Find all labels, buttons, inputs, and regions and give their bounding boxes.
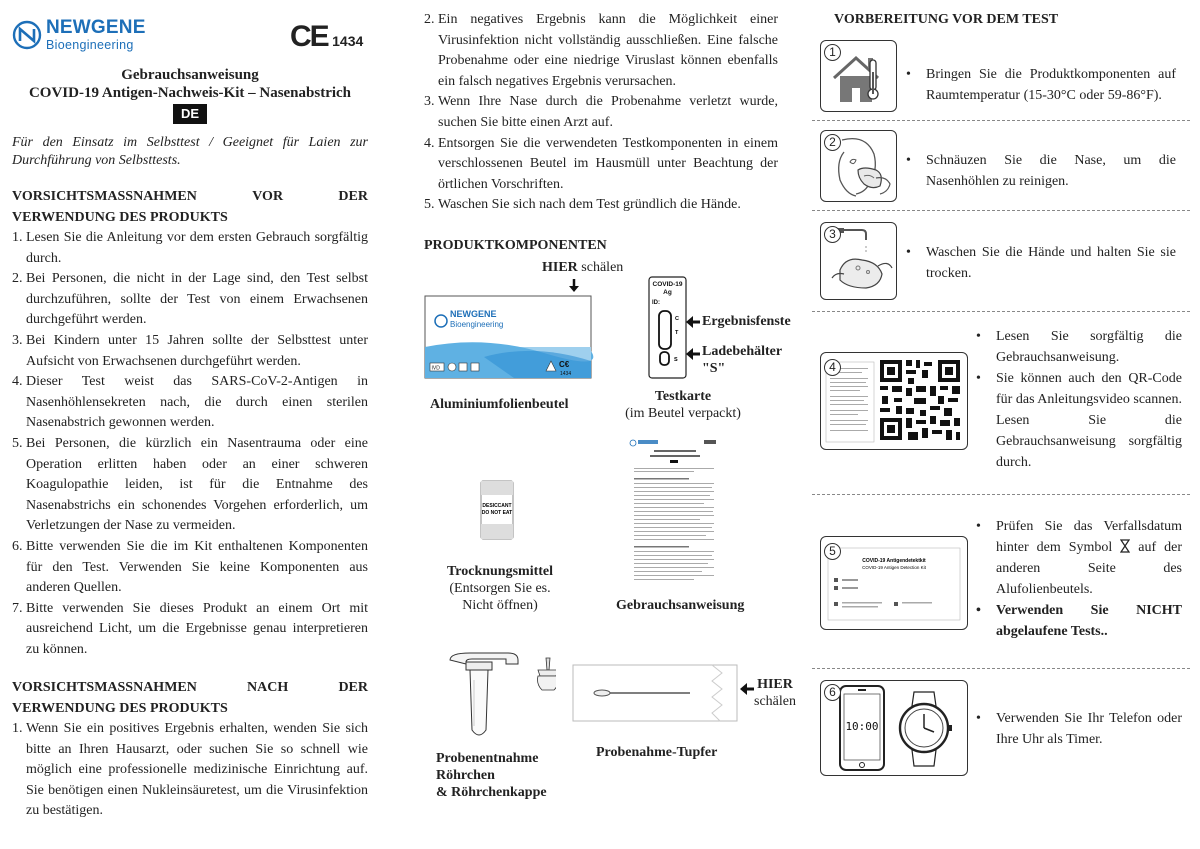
sample-tube-illustration [446,650,556,742]
result-window-label: Ergebnisfenste [702,314,791,329]
swab-illustration [572,664,740,722]
list-item: 1. Lesen Sie die Anleitung vor dem ersten Gebrauch sorgfältig durch. [12,230,368,266]
step-6-image [820,680,968,776]
brand-subtitle: Bioengineering [46,38,134,52]
pouch-ce-number: 1434 [560,371,572,377]
step-2-text: • Schnäuzen Sie die Nase, um die Nasenhöhlen zu reinigen. [906,153,1176,189]
brand-logo [12,12,152,56]
step-4-text: • Lesen Sie sorgfältig die Gebrauchsanweisung. • Sie können auch den QR-Code für das Anleitungsvideo scannen. Lesen Sie die Gebrauchsanweisung sorgfältig durch. [976,329,1182,470]
list-item: 2. Ein negatives Ergebnis kann die Möglichkeit einer Virusinfektion nicht vollständig ausschließen. Eine falsche Probenahme oder eine niedrige Viruslast können ebenfalls ein falsch negatives Ergebnis verursachen. [424,12,778,89]
precautions-before-section [12,186,368,660]
divider [812,668,1190,669]
list-item: 6. Bitte verwenden Sie die im Kit enthaltenen Komponenten für den Test. Verwenden Sie keine Komponenten aus anderen Quellen. [12,538,368,596]
desiccant-text-2: DO NOT EAT [481,510,513,516]
pouch-label: Aluminiumfolienbeutel [430,397,569,412]
card-title-2: Ag [663,289,672,296]
list-item: 4. Entsorgen Sie die verwendeten Testkomponenten in einem verschlossenen Beutel im Hausmüll unter Beachtung der örtlichen Vorschriften. [424,135,778,192]
card-s: S [674,357,678,363]
ifu-label: Gebrauchsanweisung [616,598,745,613]
list-item: 2. Bei Personen, die nicht in der Lage sind, den Test selbst durchzuführen, sollte der Test von einem Erwachsenen durchgeführt werden. [12,271,368,328]
preparation-heading: VORBEREITUNG VOR DEM TEST [834,12,1059,27]
peel-here-swab-label: HIER schälen [754,677,796,709]
step-4-image [820,352,968,450]
heading-line-2: VERWENDUNG DES PRODUKTS [12,701,228,716]
desiccant-illustration [480,480,514,540]
step-5-image [820,536,968,630]
title-line-2: COVID-19 Antigen-Nachweis-Kit – Nasenabstrich [28,85,352,101]
language-badge: DE [173,104,207,124]
test-card-label: Testkarte (im Beutel verpackt) [625,389,741,421]
divider [812,494,1190,495]
heading-line-2: VERWENDUNG DES PRODUKTS [12,210,228,225]
title-line-1: Gebrauchsanweisung [121,67,259,83]
precautions-after-section [12,677,368,822]
step-number: 3 [824,226,841,243]
hourglass-icon [1120,539,1130,553]
step-1-image [820,40,897,112]
brand-name: NEWGENE [46,17,146,38]
heading-word: VORSICHTSMASSNAHMEN [12,189,197,204]
precautions-after-list [12,719,368,822]
step-2-image [820,130,897,202]
step-number: 5 [824,543,841,560]
precautions-after-list-continued [424,10,778,216]
ce-mark: CE [290,20,328,53]
card-c: C [675,316,679,322]
svg-text:C€: C€ [559,360,570,369]
newgene-logo-icon [12,20,42,50]
phone-and-watch-icon [822,682,966,774]
heading-word: VOR [252,189,284,204]
step-number: 4 [824,359,841,376]
list-item: 1. Wenn Sie ein positives Ergebnis erhalten, wenden Sie sich bitte an Ihren Hausarzt, oder suchen Sie so schnell wie möglich eine professionelle medizinische Einrichtung auf. Sie benötigen einen Nukleinsäuretest, um die Virusinfektion zu bestätigen. [12,721,368,819]
arrow-down-icon [568,279,580,293]
pouch-ivd: IVD [431,365,440,372]
desiccant-label: Trocknungsmittel (Entsorgen Sie es. Nicht öffnen) [446,564,554,613]
divider [812,210,1190,211]
foil-pouch-illustration [424,295,594,381]
precautions-before-list [12,228,368,660]
column-middle [424,0,796,849]
qr-code-icon [822,354,966,448]
column-right [812,0,1190,849]
pouch-brand-sub: Bioengineering [450,320,504,329]
precautions-after-heading [12,677,368,719]
step-3-text: • Waschen Sie die Hände und halten Sie sie trocken. [906,245,1176,281]
step-5-text: • Prüfen Sie das Verfallsdatum hinter dem Symbol auf der anderen Seite des Alufolienbeutels. • Verwenden Sie NICHT abgelaufene Tests.. [976,519,1182,639]
step-6-text: • Verwenden Sie Ihr Telefon oder Ihre Uhr als Timer. [976,711,1182,747]
list-item: 5. Waschen Sie sich nach dem Test gründlich die Hände. [424,197,741,213]
step-number: 6 [824,684,841,701]
phone-time: 10:00 [845,720,879,733]
card-title-1: COVID-19 [652,281,683,288]
document-title [12,66,368,124]
desiccant-text-1: DESICCANT [482,503,512,509]
divider [812,120,1190,121]
list-item: 7. Bitte verwenden Sie dieses Produkt an einem Ort mit ausreichend Licht, um die Ergebnisse genau interpretieren zu können. [12,600,368,657]
peel-here-label: HIER schälen [542,260,624,275]
ifu-thumbnail-illustration [624,436,724,586]
pouch-back-icon [822,538,966,628]
column-left [12,0,368,849]
pouch-brand: NEWGENE [450,309,497,319]
arrow-left-icon [740,683,754,695]
ce-certification [290,20,363,54]
list-item: 5. Bei Personen, die kürzlich ein Nasentrauma oder eine Operation erlitten haben oder an einer schweren Koagulopathie leiden, ist für die Entnahme des Nasenabstrichs ein schonendes Vorgehen erforderlich, um Verletzungen der Nase zu vermeiden. [12,435,368,534]
heading-word: DER [338,189,368,204]
step-1-text: • Bringen Sie die Produktkomponenten auf Raumtemperatur (15-30°C oder 59-86°F). [906,67,1176,103]
heading-word: DER [338,680,368,695]
arrow-left-icon [686,348,700,360]
step-number: 2 [824,134,841,151]
card-id: ID: [652,300,660,306]
test-card-illustration [648,276,688,380]
tube-label: Probenentnahme Röhrchen & Röhrchenkappe [436,751,547,800]
heading-word: VORSICHTSMASSNAHMEN [12,680,197,695]
step-number: 1 [824,44,841,61]
precautions-before-heading [12,186,368,228]
components-heading: PRODUKTKOMPONENTEN [424,238,607,253]
intro-text: Für den Einsatz im Selbsttest / Geeignet für Laien zur Durchführung von Selbsttests. [12,135,368,168]
list-item: 3. Wenn Ihre Nase durch die Probenahme verletzt wurde, suchen Sie bitte einen Arzt auf. [424,94,778,130]
card-t: T [675,330,679,336]
sample-well-label: Ladebehälter "S" [702,344,783,376]
box5-title-1: COVID-19 Antigendetektkit [862,558,926,564]
ce-number: 1434 [332,33,364,49]
list-item: 4. Dieser Test weist das SARS-CoV-2-Antigen in Nasenhöhlensekreten nach, die durch einen sterilen Nasenabstrich gewonnen werden. [12,374,368,431]
list-item: 3. Bei Kindern unter 15 Jahren sollte der Selbsttest unter Aufsicht von Erwachsenen durchgeführt werden. [12,332,368,369]
box5-title-2: COVID-19 Antigen Detection Kit [862,565,926,570]
divider [812,311,1190,312]
arrow-left-icon [686,316,700,328]
step-3-image [820,222,897,300]
swab-label: Probenahme-Tupfer [596,745,718,760]
heading-word: NACH [247,680,289,695]
